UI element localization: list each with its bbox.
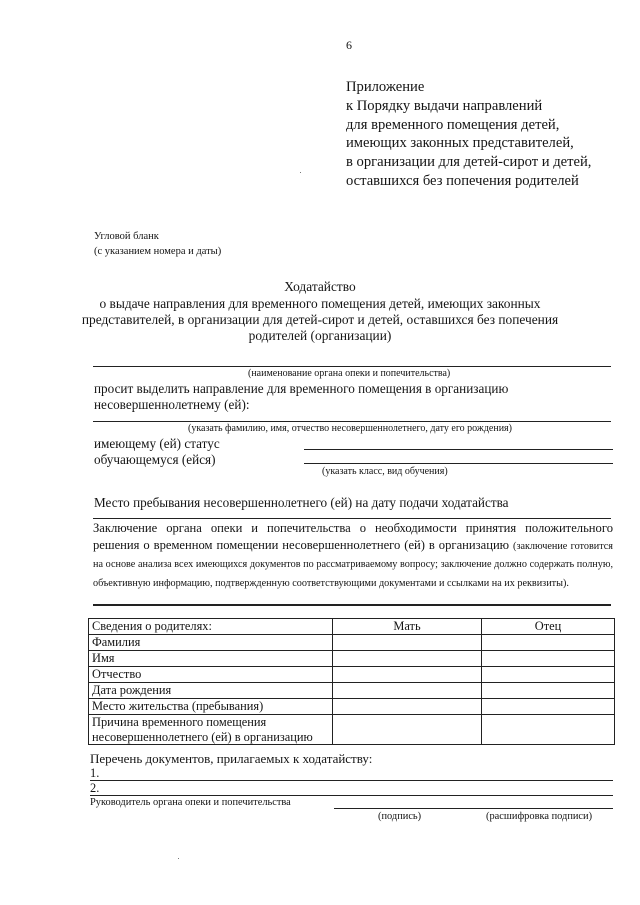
student-label: обучающемуся (ейся) [94, 452, 216, 467]
scan-speck [300, 172, 301, 173]
table-header-row [89, 619, 615, 635]
corner-stamp-line: Угловой бланк [94, 231, 159, 242]
corner-stamp-line: (с указанием номера и даты) [94, 246, 222, 257]
row-label: Место жительства (пребывания) [89, 699, 333, 715]
documents-label: Перечень документов, прилагаемых к ходатайству: [90, 751, 373, 766]
father-cell[interactable] [482, 683, 615, 699]
mother-cell[interactable] [333, 635, 482, 651]
signature-caption: (подпись) [378, 811, 422, 822]
father-cell[interactable] [482, 699, 615, 715]
father-cell[interactable] [482, 715, 615, 745]
mother-cell[interactable] [333, 699, 482, 715]
appendix-line: к Порядку выдачи направлений [346, 97, 543, 114]
table-row [89, 667, 615, 683]
status-label: имеющему (ей) статус [94, 436, 220, 451]
head-label: Руководитель органа опеки и попечительства [90, 797, 291, 808]
document-subtitle: о выдаче направления для временного помещения детей, имеющих законных [99, 296, 541, 311]
row-label [89, 715, 333, 745]
residence-label: Место пребывания несовершеннолетнего (ей) на дату подачи ходатайства [94, 495, 509, 510]
conclusion-main: Заключение органа опеки и попечительства о необходимости принятия положительного решения о временном помещении несовершеннолетнего (ей) в организацию [93, 521, 613, 552]
document-item-number: 1. [90, 766, 100, 780]
conclusion-note: (заключение готовится на основе анализа всех имеющихся документов по рассматриваемому вопросу; заключение должно содержать полную, объективную информацию, подтвержденную соответствующими документами и ссылками на их реквизиты). [93, 540, 613, 589]
header-mother: Мать [333, 619, 482, 635]
header-parents-info: Сведения о родителях: [89, 619, 333, 635]
guardian-caption: (наименование органа опеки и попечительства) [248, 368, 451, 379]
appendix-line: в организации для детей-сирот и детей, [346, 154, 592, 171]
appendix-heading [346, 78, 591, 191]
scan-speck [178, 858, 179, 859]
appendix-line: для временного помещения детей, [346, 116, 560, 133]
father-cell[interactable] [482, 635, 615, 651]
row-label: Дата рождения [89, 683, 333, 699]
class-caption: (указать класс, вид обучения) [322, 466, 448, 477]
mother-cell[interactable] [333, 683, 482, 699]
mother-cell[interactable] [333, 715, 482, 745]
child-caption: (указать фамилию, имя, отчество несовершеннолетнего, дату его рождения) [188, 423, 512, 434]
residence-field[interactable] [93, 518, 611, 519]
conclusion-field[interactable] [93, 604, 611, 606]
mother-cell[interactable] [333, 651, 482, 667]
guardian-body-field[interactable] [93, 366, 611, 367]
table-row [89, 635, 615, 651]
document-item-number: 2. [90, 781, 100, 795]
father-cell[interactable] [482, 667, 615, 683]
decode-caption: (расшифровка подписи) [486, 811, 593, 822]
request-text: просит выделить направление для временного помещения в организацию [94, 381, 509, 396]
row-label-line: Причина временного помещения [92, 715, 267, 729]
signature-field[interactable] [334, 808, 613, 809]
father-cell[interactable] [482, 651, 615, 667]
table-row [89, 651, 615, 667]
row-label: Отчество [89, 667, 333, 683]
row-label-line: несовершеннолетнего (ей) в организацию [92, 729, 313, 744]
status-field[interactable] [304, 449, 613, 450]
appendix-line: имеющих законных представителей, [346, 135, 574, 152]
corner-stamp [94, 229, 221, 259]
row-label: Имя [89, 651, 333, 667]
appendix-line: оставшихся без попечения родителей [346, 172, 579, 189]
page-number: 6 [346, 38, 352, 52]
mother-cell[interactable] [333, 667, 482, 683]
header-father: Отец [482, 619, 615, 635]
appendix-line: Приложение [346, 79, 425, 95]
document-subtitle: родителей (организации) [248, 328, 392, 343]
child-name-field[interactable] [93, 421, 611, 422]
document-title: Ходатайство [284, 279, 356, 294]
table-row [89, 715, 615, 745]
parents-table [88, 618, 615, 745]
row-label: Фамилия [89, 635, 333, 651]
table-row [89, 699, 615, 715]
request-text: несовершеннолетнему (ей): [94, 397, 250, 412]
table-row [89, 683, 615, 699]
document-subtitle: представителей, в организации для детей-сирот и детей, оставшихся без попечения [81, 312, 559, 327]
document-item-field[interactable] [90, 780, 613, 781]
conclusion-text [93, 520, 613, 592]
student-field[interactable] [304, 463, 613, 464]
document-item-field[interactable] [90, 795, 613, 796]
